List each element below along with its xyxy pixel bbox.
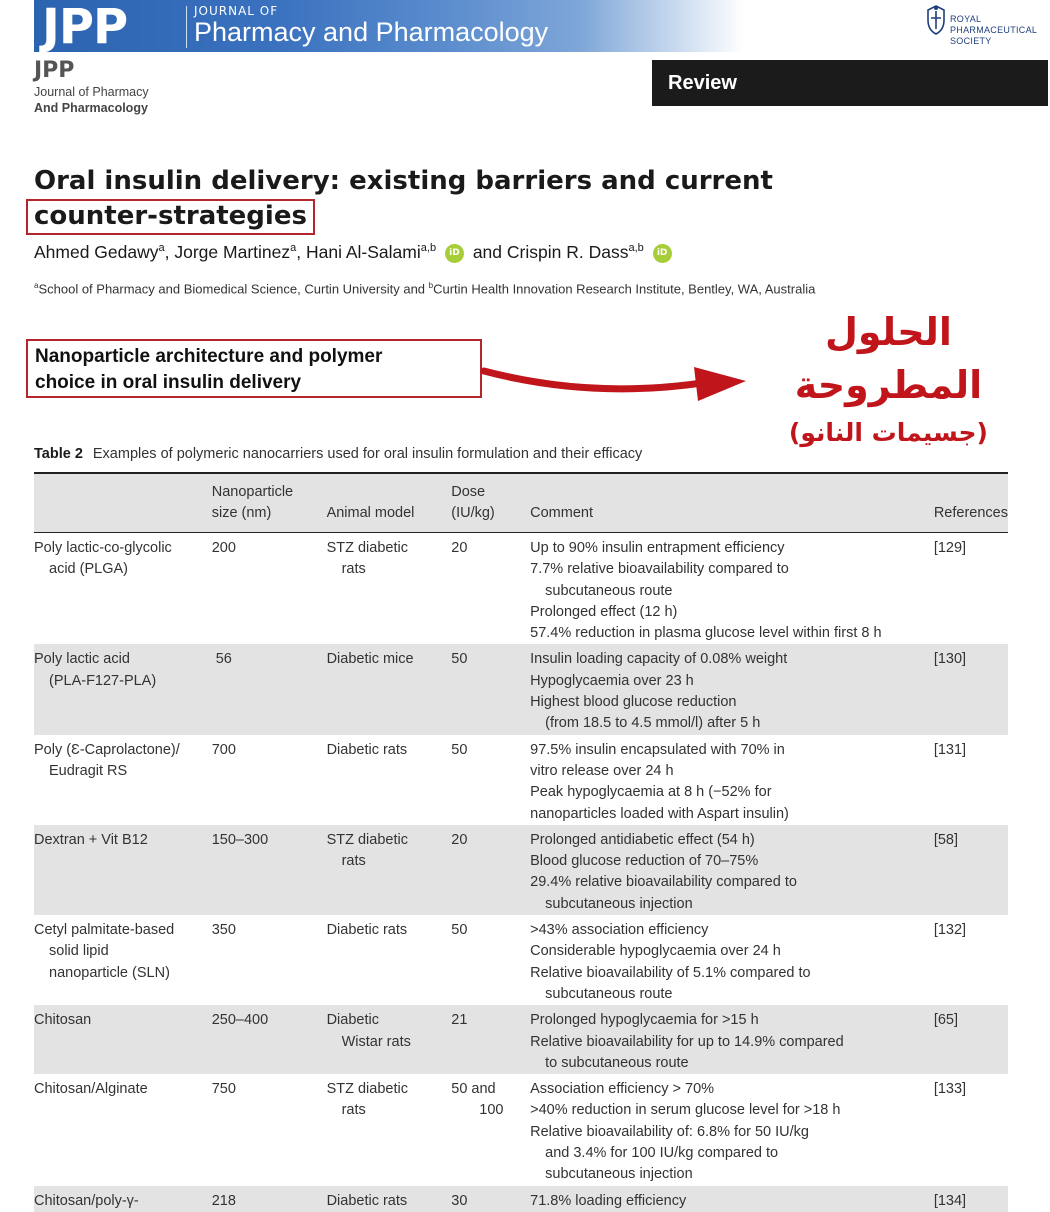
header-size-l2: size (nm) — [211, 505, 272, 521]
cell-animal-model-line: Wistar rats — [341, 1033, 411, 1050]
header-polymer — [34, 473, 212, 533]
cell-dose-line: 50 — [451, 741, 468, 758]
banner-logo: JPP — [42, 0, 128, 55]
cell-polymer-line: Cetyl palmitate-based — [34, 922, 175, 939]
cell-polymer-line: Poly lactic-co-glycolic — [34, 540, 172, 556]
cell-size: 218 — [211, 1192, 236, 1209]
arabic-line1: الحلول — [824, 310, 952, 354]
cell-animal-model-line: Diabetic rats — [326, 1192, 408, 1209]
cell-dose — [451, 1186, 530, 1212]
cell-animal-model — [327, 644, 452, 734]
cell-polymer-line: Eudragit RS — [49, 762, 128, 779]
cell-animal-model-line: rats — [341, 1102, 366, 1119]
cell-size: 56 — [211, 651, 232, 668]
cell-size: 700 — [211, 741, 236, 758]
highlighted-section-box — [26, 339, 482, 398]
cell-comment — [530, 915, 934, 1005]
cell-comment-line: subcutaneous route — [545, 582, 673, 599]
cell-comment-line: Relative bioavailability of: 6.8% for 50 IU/kg — [530, 1123, 809, 1140]
banner-divider — [186, 6, 187, 48]
article-title-line2-highlighted: counter-strategies — [26, 199, 315, 235]
cell-dose-line: 50 — [451, 651, 468, 668]
cell-comment-line: 57.4% reduction in plasma glucose level within first 8 h — [530, 625, 882, 642]
highlight-line2: choice in oral insulin delivery — [35, 372, 302, 393]
cell-dose-line: 50 — [451, 922, 468, 939]
cell-polymer-line: Chitosan/poly-γ- — [34, 1192, 139, 1209]
cell-comment — [530, 1074, 934, 1185]
cell-animal-model — [327, 735, 452, 825]
cell-comment — [530, 1005, 934, 1074]
cell-polymer — [34, 915, 212, 1005]
cell-comment — [530, 533, 934, 645]
cell-polymer-line: Chitosan/Alginate — [34, 1081, 148, 1098]
banner-journal-title: Pharmacy and Pharmacology — [194, 17, 549, 47]
table-row — [34, 735, 1008, 825]
table-row — [34, 644, 1008, 734]
arabic-annotation — [789, 306, 988, 454]
table-header-row — [34, 473, 1008, 533]
cell-animal-model-line: STZ diabetic — [326, 540, 408, 556]
cell-size: 150–300 — [211, 831, 269, 848]
cell-polymer-line: Poly (Ɛ-Caprolactone)/ — [34, 741, 180, 758]
banner-journal-of: JOURNAL OF — [194, 4, 279, 18]
table-label: Table 2 — [34, 446, 83, 462]
cell-dose-line: 50 and — [451, 1081, 496, 1098]
author-affil-sup: a,b — [628, 242, 644, 255]
cell-animal-model-line: rats — [341, 561, 366, 578]
arabic-line2: المطروحة — [794, 363, 983, 407]
cell-dose-line: 100 — [479, 1102, 504, 1119]
cell-polymer — [34, 644, 212, 734]
cell-polymer-line: nanoparticle (SLN) — [49, 964, 170, 981]
cell-comment-line: Prolonged hypoglycaemia for >15 h — [530, 1012, 759, 1029]
cell-polymer-line: Dextran + Vit B12 — [34, 831, 148, 848]
cell-dose — [451, 915, 530, 1005]
society-name: ROYAL PHARMACEUTICAL SOCIETY — [950, 14, 1038, 46]
cell-size: 350 — [211, 922, 236, 939]
cell-dose — [451, 1074, 530, 1185]
header-dose-l1: Dose — [451, 484, 486, 500]
red-arrow-icon — [480, 355, 750, 415]
header-references: References — [933, 505, 1008, 521]
cell-size: 250–400 — [211, 1012, 269, 1029]
cell-polymer — [34, 735, 212, 825]
cell-dose-line: 30 — [451, 1192, 468, 1209]
author-conjunction: and — [472, 242, 503, 262]
author-affil-sup: a,b — [420, 242, 437, 255]
affil-text-a: School of Pharmacy and Biomedical Science, Curtin University and — [38, 281, 429, 297]
cell-reference[interactable]: [134] — [933, 1192, 967, 1209]
article-type-badge: Review — [652, 60, 1048, 106]
cell-comment — [530, 825, 934, 915]
cell-comment-line: Peak hypoglycaemia at 8 h (−52% for — [530, 784, 772, 801]
affil-sup: a — [34, 281, 39, 290]
cell-reference[interactable]: [131] — [933, 741, 967, 758]
header-size-l1: Nanoparticle — [211, 484, 294, 500]
cell-polymer-line: solid lipid — [49, 943, 109, 960]
table-row — [34, 1186, 1008, 1212]
header-animal-model: Animal model — [326, 505, 415, 521]
cell-comment — [530, 1186, 934, 1212]
cell-animal-model-line: STZ diabetic — [326, 831, 408, 848]
cell-animal-model-line: STZ diabetic — [326, 1081, 408, 1098]
cell-animal-model — [327, 1005, 452, 1074]
cell-size: 750 — [211, 1081, 236, 1098]
cell-reference[interactable]: [133] — [933, 1081, 967, 1098]
society-logo — [924, 4, 1048, 50]
cell-dose — [451, 533, 530, 645]
header-comment: Comment — [530, 505, 593, 521]
header-dose-l2: (IU/kg) — [451, 505, 495, 521]
cell-animal-model-line: rats — [341, 853, 366, 870]
cell-comment — [530, 735, 934, 825]
cell-comment-line: Prolonged effect (12 h) — [530, 603, 678, 620]
crest-icon — [924, 4, 948, 36]
arabic-line3: (جسيمات النانو) — [788, 418, 988, 447]
cell-polymer — [34, 825, 212, 915]
cell-comment-line: >43% association efficiency — [530, 922, 709, 939]
cell-comment-line: 7.7% relative bioavailability compared to — [530, 561, 789, 578]
table-container — [34, 472, 1008, 1209]
cell-reference[interactable]: [65] — [933, 1012, 958, 1029]
cell-comment-line: Insulin loading capacity of 0.08% weight — [530, 651, 788, 668]
cell-comment-line: Relative bioavailability of 5.1% compared to — [530, 964, 811, 981]
header-dose — [451, 473, 530, 533]
cell-animal-model — [327, 1186, 452, 1212]
author-affil-sup: a — [158, 242, 165, 255]
affil-sup: b — [428, 281, 434, 290]
highlight-line1: Nanoparticle architecture and polymer — [35, 346, 383, 367]
cell-animal-model-line: Diabetic rats — [326, 741, 408, 758]
cell-animal-model — [327, 1074, 452, 1185]
cell-animal-model — [327, 915, 452, 1005]
author-list: Ahmed Gedawy$^a$, Jorge Martinez$^a$, Hani Al-Salami$^{a,b}$ iD and Crispin R. Dass$^{a,b}$ iD — [34, 242, 676, 263]
cell-reference[interactable]: [130] — [933, 651, 967, 668]
cell-dose-line: 20 — [451, 540, 468, 556]
cell-comment-line: Up to 90% insulin entrapment efficiency — [530, 540, 785, 556]
cell-comment-line: 71.8% loading efficiency — [530, 1192, 687, 1209]
journal-banner — [34, 0, 580, 55]
author-name[interactable]: Ahmed Gedawy — [34, 242, 159, 262]
article-title-line1: Oral insulin delivery: existing barriers and current — [34, 166, 773, 196]
cell-reference[interactable]: [129] — [933, 540, 967, 556]
cell-animal-model-line: Diabetic — [326, 1012, 379, 1029]
cell-comment — [530, 644, 934, 734]
cell-animal-model-line: Diabetic rats — [326, 922, 408, 939]
cell-comment-line: Blood glucose reduction of 70–75% — [530, 853, 759, 870]
affiliations — [34, 281, 815, 296]
cell-dose-line: 21 — [451, 1012, 468, 1029]
author-name[interactable]: Jorge Martinez — [174, 242, 291, 262]
cell-dose — [451, 1005, 530, 1074]
cell-polymer-line: (PLA-F127-PLA) — [49, 672, 157, 689]
cell-comment-line: Association efficiency > 70% — [530, 1081, 715, 1098]
cell-polymer-line: Chitosan — [34, 1012, 92, 1029]
affil-text-b: Curtin Health Innovation Research Institute, Bentley, WA, Australia — [433, 281, 816, 297]
cell-comment-line: (from 18.5 to 4.5 mmol/l) after 5 h — [545, 715, 761, 732]
author-affil-sup: a — [290, 242, 297, 255]
cell-comment-line: subcutaneous injection — [545, 1166, 693, 1183]
journal-abbr: JPP — [34, 58, 75, 83]
cell-comment-line: 97.5% insulin encapsulated with 70% in — [530, 741, 785, 758]
table-row — [34, 1005, 1008, 1074]
cell-dose-line: 20 — [451, 831, 468, 848]
table-row — [34, 825, 1008, 915]
cell-comment-line: nanoparticles loaded with Aspart insulin) — [530, 805, 789, 822]
cell-polymer — [34, 1005, 212, 1074]
cell-polymer-line: Poly lactic acid — [34, 651, 130, 668]
journal-wordmark — [34, 58, 149, 116]
cell-polymer — [34, 1186, 212, 1212]
cell-comment-line: Highest blood glucose reduction — [530, 694, 737, 711]
table-row — [34, 915, 1008, 1005]
author-name[interactable]: Hani Al-Salami — [305, 242, 421, 262]
cell-animal-model — [327, 825, 452, 915]
journal-name-line2: And Pharmacology — [34, 101, 148, 115]
cell-polymer-line: acid (PLGA) — [49, 561, 128, 578]
cell-polymer — [34, 1074, 212, 1185]
cell-comment-line: subcutaneous injection — [545, 895, 693, 912]
cell-comment-line: 29.4% relative bioavailability compared to — [530, 874, 797, 891]
table-caption — [34, 446, 642, 462]
cell-dose — [451, 644, 530, 734]
journal-name-line1: Journal of Pharmacy — [34, 85, 149, 99]
orcid-icon[interactable]: iD — [653, 244, 672, 263]
cell-animal-model-line: Diabetic mice — [326, 651, 414, 668]
cell-comment-line: Considerable hypoglycaemia over 24 h — [530, 943, 781, 960]
cell-reference[interactable]: [58] — [933, 831, 958, 848]
header-size — [212, 473, 327, 533]
cell-comment-line: vitro release over 24 h — [530, 762, 674, 779]
cell-comment-line: and 3.4% for 100 IU/kg compared to — [545, 1145, 779, 1162]
cell-comment-line: Hypoglycaemia over 23 h — [530, 672, 694, 689]
cell-comment-line: Prolonged antidiabetic effect (54 h) — [530, 831, 755, 848]
cell-comment-line: subcutaneous route — [545, 985, 673, 1002]
orcid-icon[interactable]: iD — [445, 244, 464, 263]
nanocarrier-table — [34, 472, 1008, 1212]
cell-comment-line: to subcutaneous route — [545, 1054, 689, 1071]
author-name[interactable]: Crispin R. Dass — [506, 242, 629, 262]
table-row — [34, 1074, 1008, 1185]
table-row — [34, 533, 1008, 645]
cell-reference[interactable]: [132] — [933, 922, 967, 939]
cell-polymer — [34, 533, 212, 645]
cell-comment-line: >40% reduction in serum glucose level for >18 h — [530, 1102, 841, 1119]
cell-size: 200 — [211, 540, 236, 556]
cell-dose — [451, 735, 530, 825]
table-caption-text: Examples of polymeric nanocarriers used for oral insulin formulation and their efficacy — [92, 446, 643, 462]
cell-comment-line: Relative bioavailability for up to 14.9% compared — [530, 1033, 844, 1050]
cell-animal-model — [327, 533, 452, 645]
cell-dose — [451, 825, 530, 915]
